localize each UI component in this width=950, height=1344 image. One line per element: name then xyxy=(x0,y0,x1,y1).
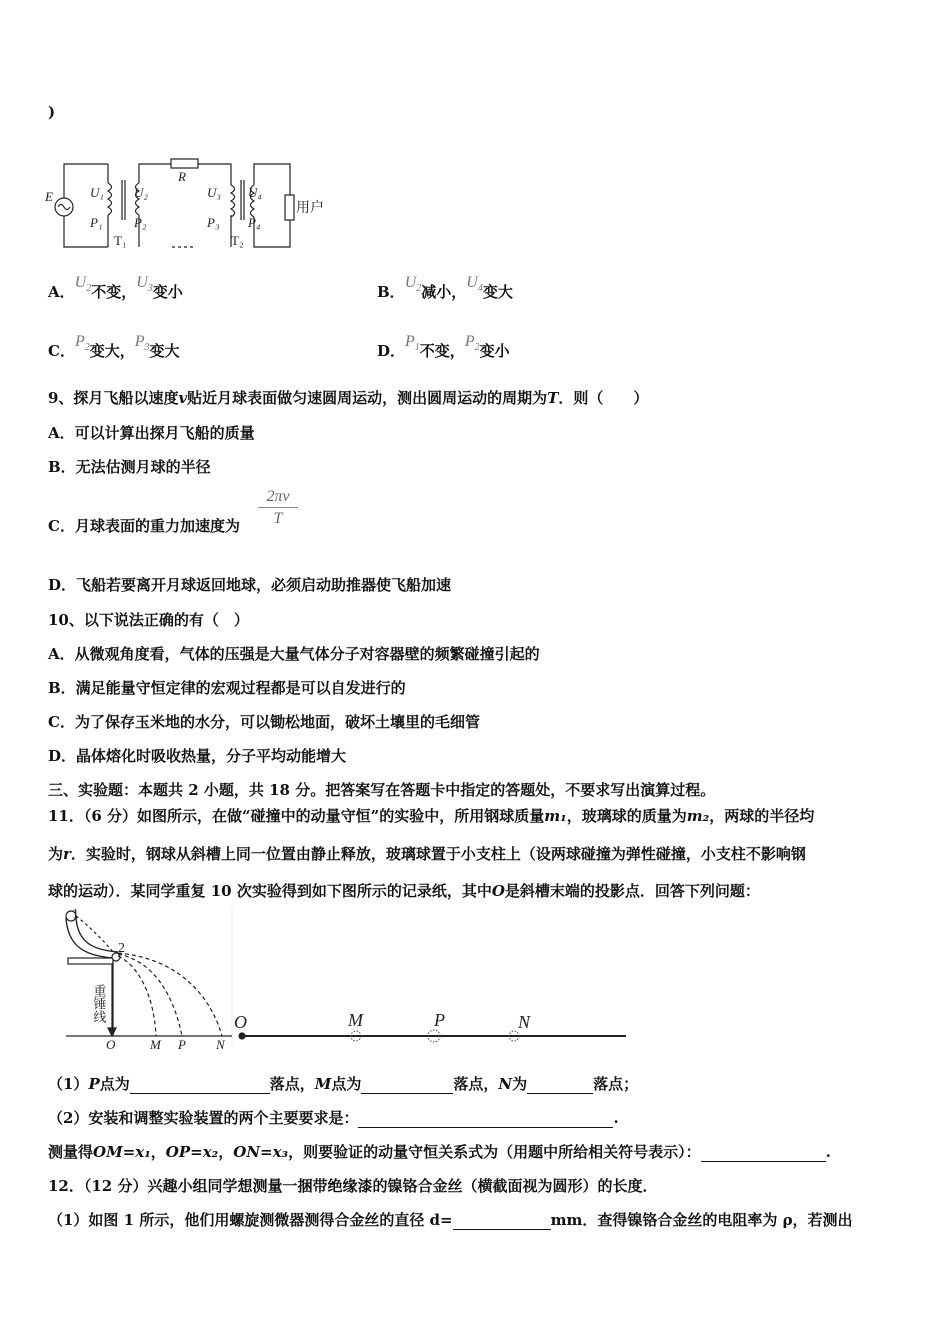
blank-m-point[interactable] xyxy=(361,1078,453,1094)
paper-label-P: P xyxy=(434,1010,445,1030)
q12-sub-1: （1）如图 1 所示，他们用螺旋测微器测得合金丝的直径 d= mm．查得镍铬合金丝的电阻率为 ρ，若测出 xyxy=(48,1211,853,1229)
q11-sub-2: （2）安装和调整实验装置的两个主要要求是： . xyxy=(48,1109,619,1127)
q10-stem: 10、以下说法正确的有（ ） xyxy=(48,611,249,629)
label-U1: U₁ xyxy=(90,185,104,200)
q8-option-a: A．$U_2$不变，$U_3$变小 xyxy=(48,274,183,301)
label-T2: T₂ xyxy=(231,233,244,248)
label-U2: U₂ xyxy=(134,185,148,200)
paper-label-N: N xyxy=(518,1012,531,1032)
label-E: E xyxy=(45,189,53,204)
section-three-heading: 三、实验题：本题共 2 小题，共 18 分。把答案写在答题卡中指定的答题处，不要求写出演算过程。 xyxy=(48,781,716,799)
q9-option-a: A．可以计算出探月飞船的质量 xyxy=(48,424,255,442)
fig-tick-M: M xyxy=(150,1037,161,1052)
q9-option-c: C．月球表面的重力加速度为 xyxy=(48,517,240,535)
top-paren: ) xyxy=(48,103,56,121)
q9-fraction-denominator: T xyxy=(273,510,283,527)
fig-plumb-label: 重锤线 xyxy=(91,984,107,1023)
q9-fraction-numerator: 2πv xyxy=(258,488,298,508)
label-P4: P₄ xyxy=(248,215,261,230)
q9-fraction xyxy=(258,488,298,528)
paper-label-O: O xyxy=(234,1012,247,1032)
q11-sub-1: （1）P点为 落点，M点为 落点，N为 落点； xyxy=(48,1075,639,1093)
q11-line-1: 11．（6 分）如图所示，在做“碰撞中的动量守恒”的实验中，所用钢球质量m₁，玻璃球的质量为m₂，两球的半径均 xyxy=(48,807,815,825)
fig-tick-P: P xyxy=(178,1037,186,1052)
q10-option-c: C．为了保存玉米地的水分，可以锄松地面，破坏土壤里的毛细管 xyxy=(48,713,480,731)
label-R: R xyxy=(178,169,186,184)
blank-requirements[interactable] xyxy=(358,1112,613,1128)
fig-label-2: 2 xyxy=(118,941,125,956)
blank-n-point[interactable] xyxy=(527,1078,593,1094)
fig-label-1: 1 xyxy=(72,907,79,922)
q12-stem: 12．（12 分）兴趣小组同学想测量一捆带绝缘漆的镍铬合金丝（横截面视为圆形）的长度． xyxy=(48,1177,658,1195)
label-user: 用户 xyxy=(296,201,324,216)
paper-label-M: M xyxy=(348,1010,363,1030)
label-P2: P₂ xyxy=(134,215,147,230)
q10-option-b: B．满足能量守恒定律的宏观过程都是可以自发进行的 xyxy=(48,679,406,697)
circuit-diagram xyxy=(44,155,344,255)
q9-stem: 9、探月飞船以速度v贴近月球表面做匀速圆周运动，测出圆周运动的周期为T．则（ ） xyxy=(48,389,649,407)
label-U3: U₃ xyxy=(207,185,221,200)
q11-line-3: 球的运动）．某同学重复 10 次实验得到如下图所示的记录纸，其中O是斜槽末端的投影点．回答下列问题： xyxy=(48,882,760,900)
q11-line-2: 为r．实验时，钢球从斜槽上同一位置由静止释放，玻璃球置于小支柱上（设两球碰撞为弹性碰撞，小支柱不影响钢 xyxy=(48,845,806,863)
q8-option-d: D．$P_1$不变，$P_2$变小 xyxy=(377,333,510,360)
fig-tick-N: N xyxy=(216,1037,225,1052)
label-U4: U₄ xyxy=(248,185,262,200)
collision-experiment-figure xyxy=(44,906,644,1056)
q10-option-a: A．从微观角度看，气体的压强是大量气体分子对容器壁的频繁碰撞引起的 xyxy=(48,645,540,663)
label-T1: T₁ xyxy=(114,233,127,248)
q9-option-d: D．飞船若要离开月球返回地球，必须启动助推器使飞船加速 xyxy=(48,576,452,594)
fig-tick-O: O xyxy=(106,1037,116,1052)
q8-option-b: B．$U_2$减小，$U_4$变大 xyxy=(377,274,513,301)
q9-option-b: B．无法估测月球的半径 xyxy=(48,458,211,476)
blank-conservation-equation[interactable] xyxy=(701,1146,826,1162)
q10-option-d: D．晶体熔化时吸收热量，分子平均动能增大 xyxy=(48,747,347,765)
label-P3: P₃ xyxy=(207,215,220,230)
q8-option-c: C．$P_2$变大，$P_3$变大 xyxy=(48,333,180,360)
blank-diameter[interactable] xyxy=(453,1214,551,1230)
q11-sub-3: 测量得OM=x₁，OP=x₂，ON=x₃，则要验证的动量守恒关系式为（用题中所给相关符号表示）： . xyxy=(48,1143,831,1161)
blank-p-point[interactable] xyxy=(130,1078,270,1094)
label-P1: P₁ xyxy=(90,215,103,230)
